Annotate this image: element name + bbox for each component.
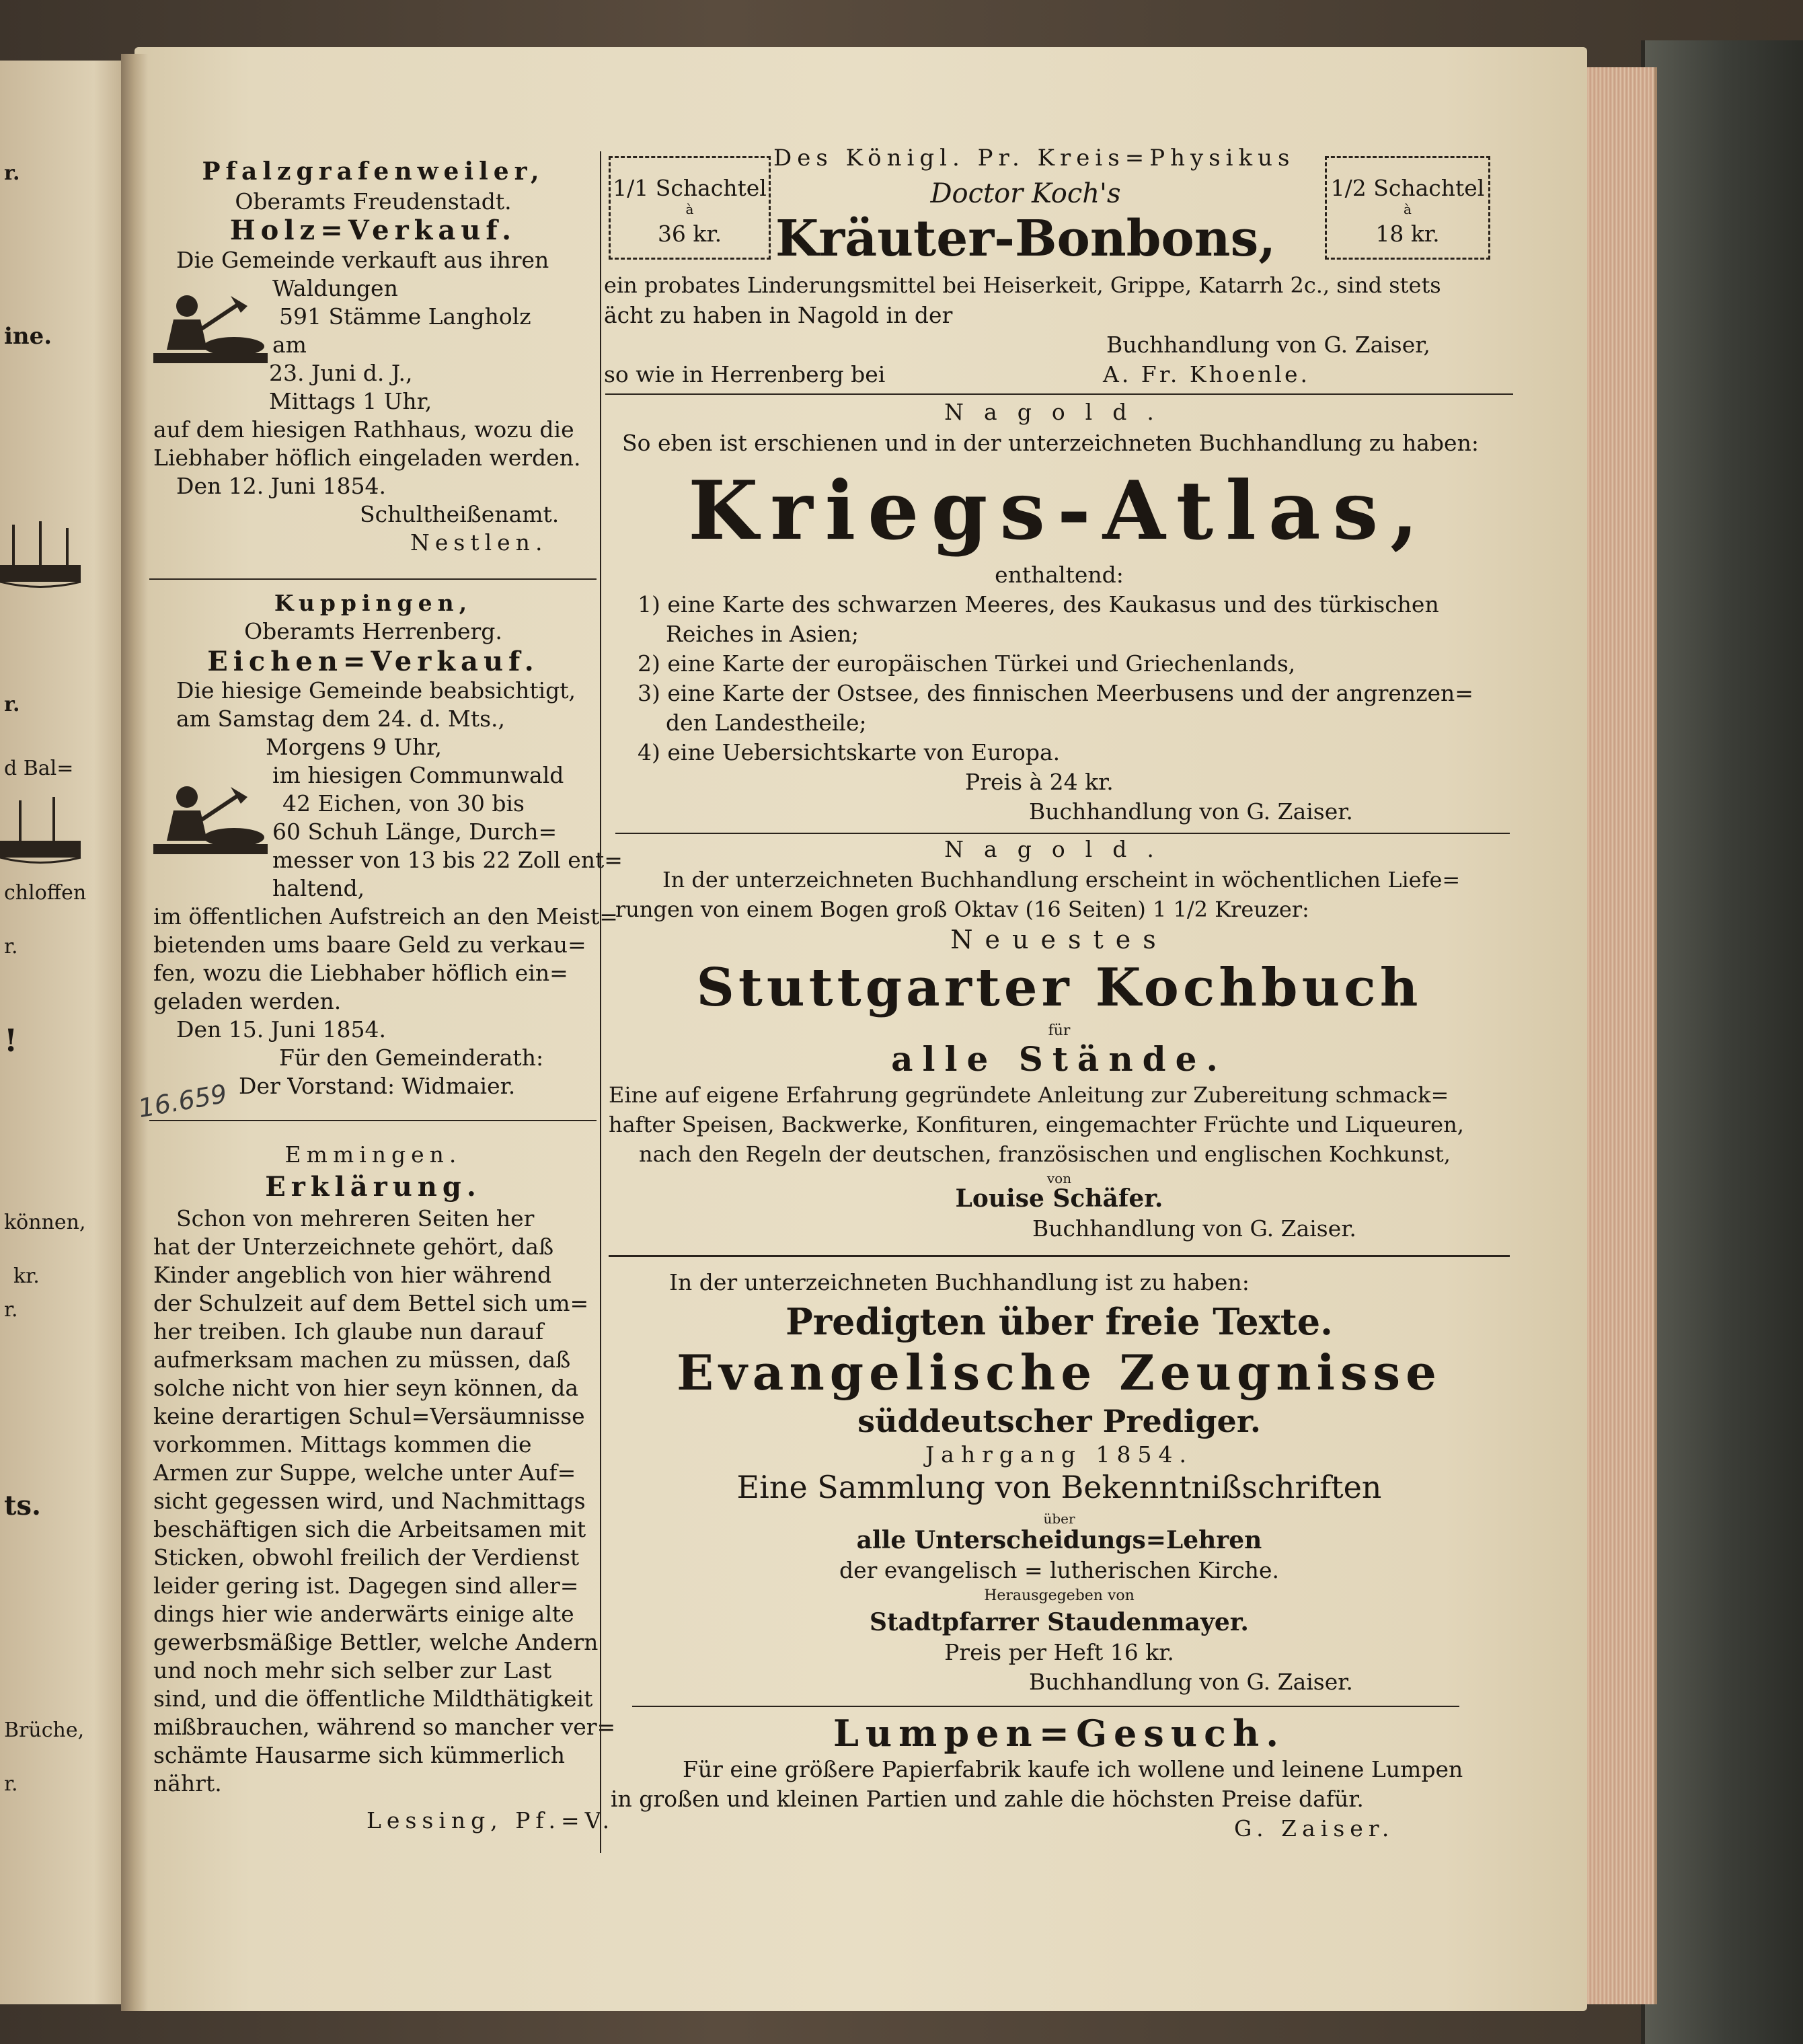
text-line: bietenden ums baare Geld zu verkau= xyxy=(153,932,586,958)
text-line: leider gering ist. Dagegen sind aller= xyxy=(153,1573,579,1599)
fragment-text: ts. xyxy=(4,1490,41,1521)
text-line: und noch mehr sich selber zur Last xyxy=(153,1657,552,1683)
divider xyxy=(609,1255,1510,1257)
fragment-text: d Bal= xyxy=(4,757,74,780)
text-line: 23. Juni d. J., xyxy=(269,360,413,386)
text-line: Eine Sammlung von Bekenntnißschriften xyxy=(736,1469,1382,1505)
place-name: Emmingen. xyxy=(284,1141,462,1168)
signature-name: Nestlen. xyxy=(410,529,548,556)
signature-office: Schultheißenamt. xyxy=(360,501,560,527)
shop-name: Buchhandlung von G. Zaiser. xyxy=(1029,1669,1353,1695)
text-line: So eben ist erschienen und in der unterzeichneten Buchhandlung zu haben: xyxy=(622,430,1479,456)
text-line: messer von 13 bis 22 Zoll ent= xyxy=(272,847,623,873)
fragment-text: r. xyxy=(4,1298,18,1322)
ad-title: Evangelische Zeugnisse xyxy=(677,1344,1442,1401)
ad-title: Predigten über freie Texte. xyxy=(785,1300,1333,1343)
price: Preis per Heft 16 kr. xyxy=(944,1639,1174,1665)
ad-heading: Erklärung. xyxy=(265,1171,482,1203)
text-line: für xyxy=(1048,1022,1071,1039)
text-line: Sticken, obwohl freilich der Verdienst xyxy=(153,1544,580,1570)
text-line: Die hiesige Gemeinde beabsichtigt, xyxy=(176,677,576,704)
ad-title: Kriegs-Atlas, xyxy=(688,463,1430,558)
place-name: Nagold. xyxy=(944,836,1174,862)
list-item: Reiches in Asien; xyxy=(666,621,859,647)
box-text: 1/2 Schachtel xyxy=(1330,175,1485,201)
list-item: 1) eine Karte des schwarzen Meeres, des Kaukasus und des türkischen xyxy=(638,591,1439,617)
list-item: 3) eine Karte der Ostsee, des finnischen Meerbusens und der angrenzen= xyxy=(638,680,1473,706)
text-line: In der unterzeichneten Buchhandlung ist zu haben: xyxy=(669,1269,1250,1295)
author-name: Stadtpfarrer Staudenmayer. xyxy=(870,1608,1249,1636)
text-line: Den 12. Juni 1854. xyxy=(176,473,386,499)
text-line: Buchhandlung von G. Zaiser, xyxy=(1106,332,1430,358)
text-line: über xyxy=(1043,1511,1075,1527)
text-line: enthaltend: xyxy=(995,562,1124,588)
text-line: in großen und kleinen Partien und zahle die höchsten Preise dafür. xyxy=(611,1786,1364,1812)
woodcutter-icon xyxy=(153,780,268,861)
text-line: ächt zu haben in Nagold in der xyxy=(604,302,953,328)
text-line: 42 Eichen, von 30 bis xyxy=(282,790,525,817)
ship-icon xyxy=(0,794,87,874)
fragment-text: kr. xyxy=(13,1264,40,1288)
handwritten-note: 16.659 xyxy=(136,1078,229,1124)
text-line: von xyxy=(1046,1170,1072,1186)
text-line: alle Unterscheidungs=Lehren xyxy=(856,1526,1262,1554)
price-box-left xyxy=(609,156,771,260)
ad-title: Lumpen=Gesuch. xyxy=(833,1712,1286,1755)
fragment-text: r. xyxy=(4,935,18,958)
text-line: Neuestes xyxy=(950,925,1168,954)
text-line: fen, wozu die Liebhaber höflich ein= xyxy=(153,960,568,986)
text-line: solche nicht von hier seyn können, da xyxy=(153,1375,579,1401)
text-line: dings hier wie anderwärts einige alte xyxy=(153,1601,574,1627)
text-line: im öffentlichen Aufstreich an den Meist= xyxy=(153,903,618,930)
book-gutter xyxy=(121,54,148,2011)
author-name: Louise Schäfer. xyxy=(955,1184,1163,1213)
place-name: Kuppingen, xyxy=(274,590,473,616)
text-line: aufmerksam machen zu müssen, daß xyxy=(153,1347,571,1373)
text-line: Eine auf eigene Erfahrung gegründete Anleitung zur Zubereitung schmack= xyxy=(609,1082,1449,1108)
text-line: beschäftigen sich die Arbeitsamen mit xyxy=(153,1516,586,1542)
page-edges xyxy=(1580,67,1657,2004)
text-line: Für eine größere Papierfabrik kaufe ich wollene und leinene Lumpen xyxy=(683,1756,1463,1782)
woodcutter-icon xyxy=(153,289,268,370)
list-item: 4) eine Uebersichtskarte von Europa. xyxy=(638,739,1061,765)
fragment-text: ine. xyxy=(4,323,52,350)
box-text: à xyxy=(1404,201,1412,217)
signature-line: Der Vorstand: Widmaier. xyxy=(239,1073,516,1099)
ad-subtitle: süddeutscher Prediger. xyxy=(857,1403,1261,1439)
text-line: Mittags 1 Uhr, xyxy=(269,388,432,414)
text-line: nach den Regeln der deutschen, französischen und englischen Kochkunst, xyxy=(639,1141,1451,1167)
price: Preis à 24 kr. xyxy=(965,769,1114,795)
text-line: hat der Unterzeichnete gehört, daß xyxy=(153,1234,554,1260)
divider xyxy=(149,578,597,580)
text-line: 60 Schuh Länge, Durch= xyxy=(272,819,558,845)
text-line: Jahrgang 1854. xyxy=(925,1441,1194,1468)
ad-title: Stuttgarter Kochbuch xyxy=(696,957,1422,1018)
fragment-text: ! xyxy=(4,1022,18,1059)
signature-name: Lessing, Pf.=V. xyxy=(367,1807,615,1833)
text-line: haltend, xyxy=(272,875,365,901)
text-line: auf dem hiesigen Rathhaus, wozu die xyxy=(153,416,574,443)
shop-name: Buchhandlung von G. Zaiser. xyxy=(1029,798,1353,825)
fragment-text: r. xyxy=(4,161,20,185)
fragment-text: r. xyxy=(4,693,20,716)
text-line: hafter Speisen, Backwerke, Konfituren, eingemachter Früchte und Liqueuren, xyxy=(609,1112,1464,1137)
text-line: Morgens 9 Uhr, xyxy=(266,734,442,760)
text-line: nährt. xyxy=(153,1770,222,1796)
ad-subtitle: alle Stände. xyxy=(891,1039,1227,1079)
district: Oberamts Freudenstadt. xyxy=(235,188,512,215)
ad-line: Doctor Koch's xyxy=(930,178,1121,209)
text-line: schämte Hausarme sich kümmerlich xyxy=(153,1742,566,1768)
text-line: Die Gemeinde verkauft aus ihren xyxy=(176,247,549,273)
text-line: gewerbsmäßige Bettler, welche Andern xyxy=(153,1629,599,1655)
text-line: Schon von mehreren Seiten her xyxy=(176,1205,535,1232)
place-name: Pfalzgrafenweiler, xyxy=(202,157,545,186)
divider xyxy=(605,393,1513,395)
text-line: am Samstag dem 24. d. Mts., xyxy=(176,706,505,732)
text-line: In der unterzeichneten Buchhandlung erscheint in wöchentlichen Liefe= xyxy=(662,867,1461,893)
divider xyxy=(615,833,1510,834)
text-line: Herausgegeben von xyxy=(984,1587,1135,1604)
shop-name: Buchhandlung von G. Zaiser. xyxy=(1032,1215,1356,1242)
text-line: A. Fr. Khoenle. xyxy=(1103,361,1310,387)
text-line: Für den Gemeinderath: xyxy=(279,1045,544,1071)
ad-heading: Holz=Verkauf. xyxy=(229,215,517,246)
ship-icon xyxy=(0,518,87,599)
text-line: 591 Stämme Langholz xyxy=(279,303,531,330)
fragment-text: r. xyxy=(4,1772,18,1796)
text-line: Liebhaber höflich eingeladen werden. xyxy=(153,445,581,471)
signature-name: G. Zaiser. xyxy=(1234,1815,1395,1842)
text-line: rungen von einem Bogen groß Oktav (16 Seiten) 1 1/2 Kreuzer: xyxy=(615,897,1309,922)
box-text: 18 kr. xyxy=(1375,221,1440,247)
text-line: geladen werden. xyxy=(153,988,342,1014)
box-text: 36 kr. xyxy=(657,221,722,247)
text-line: ein probates Linderungsmittel bei Heiserkeit, Grippe, Katarrh 2c., sind stets xyxy=(604,272,1441,298)
text-line: sicht gegessen wird, und Nachmittags xyxy=(153,1488,586,1514)
text-line: mißbrauchen, während so mancher ver= xyxy=(153,1714,616,1740)
text-line: sind, und die öffentliche Mildthätigkeit xyxy=(153,1686,593,1712)
book-cover xyxy=(1641,40,1803,2044)
fragment-text: Brüche, xyxy=(4,1718,85,1742)
text-line: der evangelisch = lutherischen Kirche. xyxy=(839,1557,1279,1583)
text-line: vorkommen. Mittags kommen die xyxy=(153,1431,532,1458)
box-text: à xyxy=(685,201,694,217)
text-line: her treiben. Ich glaube nun darauf xyxy=(153,1318,544,1345)
text-line: keine derartigen Schul=Versäumnisse xyxy=(153,1403,585,1429)
text-line: im hiesigen Communwald xyxy=(272,762,564,788)
text-line: Waldungen xyxy=(272,275,398,301)
fragment-text: können, xyxy=(4,1211,86,1234)
divider xyxy=(632,1706,1459,1707)
ad-heading: Eichen=Verkauf. xyxy=(207,646,539,677)
ad-line: Des Königl. Pr. Kreis=Physikus xyxy=(773,145,1295,172)
left-page xyxy=(0,61,135,2004)
list-item: den Landestheile; xyxy=(666,710,867,736)
fragment-text: chloffen xyxy=(4,881,87,905)
district: Oberamts Herrenberg. xyxy=(244,618,502,644)
text-line: so wie in Herrenberg bei xyxy=(604,361,886,387)
text-line: Den 15. Juni 1854. xyxy=(176,1016,386,1043)
ad-title: Kräuter-Bonbons, xyxy=(775,210,1276,268)
column-divider xyxy=(600,151,601,1853)
list-item: 2) eine Karte der europäischen Türkei und Griechenlands, xyxy=(638,650,1296,677)
text-line: der Schulzeit auf dem Bettel sich um= xyxy=(153,1290,589,1316)
text-line: Armen zur Suppe, welche unter Auf= xyxy=(153,1460,576,1486)
price-box-right xyxy=(1325,156,1490,260)
box-text: 1/1 Schachtel xyxy=(613,175,767,201)
place-name: Nagold. xyxy=(944,399,1174,425)
text-line: am xyxy=(272,332,307,358)
divider xyxy=(149,1120,597,1121)
text-line: Kinder angeblich von hier während xyxy=(153,1262,552,1288)
